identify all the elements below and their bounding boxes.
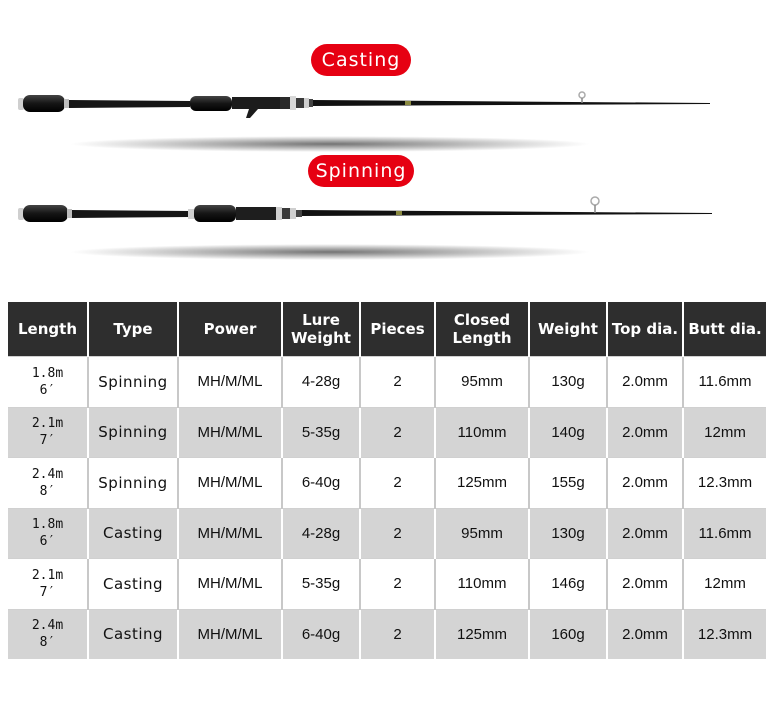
cell-butt-dia: 12mm bbox=[683, 407, 766, 458]
cell-type: Spinning bbox=[88, 407, 178, 458]
cell-closed-length: 110mm bbox=[435, 559, 529, 610]
table-row bbox=[8, 357, 766, 408]
cell-length-m: 2.1m bbox=[31, 567, 64, 583]
cell-power: MH/M/ML bbox=[178, 559, 282, 610]
cell-pieces: 2 bbox=[360, 609, 435, 659]
header-top-dia: Top dia. bbox=[607, 302, 683, 357]
cell-top-dia: 2.0mm bbox=[607, 357, 683, 408]
header-length: Length bbox=[8, 302, 88, 357]
cell-type: Spinning bbox=[88, 357, 178, 408]
spec-table bbox=[8, 302, 766, 659]
header-weight: Weight bbox=[529, 302, 607, 357]
cell-weight: 140g bbox=[529, 407, 607, 458]
table-row bbox=[8, 407, 766, 458]
cell-length-m: 1.8m bbox=[31, 517, 64, 533]
cell-top-dia: 2.0mm bbox=[607, 559, 683, 610]
cell-power: MH/M/ML bbox=[178, 609, 282, 659]
cell-closed-length: 95mm bbox=[435, 357, 529, 408]
cell-length-ft: 7′ bbox=[39, 584, 56, 600]
cell-power: MH/M/ML bbox=[178, 508, 282, 559]
table-row bbox=[8, 458, 766, 509]
cell-lure-weight: 6-40g bbox=[282, 458, 360, 509]
header-power: Power bbox=[178, 302, 282, 357]
cell-type: Casting bbox=[88, 559, 178, 610]
cell-length-ft: 8′ bbox=[39, 635, 56, 651]
cell-power: MH/M/ML bbox=[178, 458, 282, 509]
table-header-row bbox=[8, 302, 766, 357]
cell-pieces: 2 bbox=[360, 357, 435, 408]
cell-length-ft: 8′ bbox=[39, 483, 56, 499]
cell-length bbox=[8, 458, 88, 509]
cell-length-ft: 6′ bbox=[39, 382, 56, 398]
cell-length-ft: 7′ bbox=[39, 433, 56, 449]
cell-type: Spinning bbox=[88, 458, 178, 509]
cell-length-m: 2.1m bbox=[31, 416, 64, 432]
spinning-label: Spinning bbox=[308, 155, 414, 187]
cell-type: Casting bbox=[88, 508, 178, 559]
header-closed-length: Closed Length bbox=[435, 302, 529, 357]
cell-length bbox=[8, 508, 88, 559]
cell-lure-weight: 4-28g bbox=[282, 508, 360, 559]
cell-butt-dia: 11.6mm bbox=[683, 357, 766, 408]
cell-lure-weight: 5-35g bbox=[282, 559, 360, 610]
casting-rod-image bbox=[0, 70, 720, 130]
cell-weight: 146g bbox=[529, 559, 607, 610]
cell-weight: 155g bbox=[529, 458, 607, 509]
cell-butt-dia: 12.3mm bbox=[683, 458, 766, 509]
cell-top-dia: 2.0mm bbox=[607, 458, 683, 509]
casting-label: Casting bbox=[311, 44, 411, 76]
cell-length bbox=[8, 609, 88, 659]
cell-butt-dia: 12.3mm bbox=[683, 609, 766, 659]
cell-type: Casting bbox=[88, 609, 178, 659]
cell-length-m: 2.4m bbox=[31, 618, 64, 634]
cell-closed-length: 125mm bbox=[435, 458, 529, 509]
cell-weight: 130g bbox=[529, 508, 607, 559]
cell-closed-length: 95mm bbox=[435, 508, 529, 559]
cell-lure-weight: 6-40g bbox=[282, 609, 360, 659]
cell-pieces: 2 bbox=[360, 407, 435, 458]
header-lure-weight: Lure Weight bbox=[282, 302, 360, 357]
header-type: Type bbox=[88, 302, 178, 357]
cell-power: MH/M/ML bbox=[178, 407, 282, 458]
cell-top-dia: 2.0mm bbox=[607, 407, 683, 458]
cell-weight: 160g bbox=[529, 609, 607, 659]
cell-length bbox=[8, 407, 88, 458]
header-butt-dia: Butt dia. bbox=[683, 302, 766, 357]
cell-top-dia: 2.0mm bbox=[607, 508, 683, 559]
cell-length bbox=[8, 559, 88, 610]
cell-butt-dia: 11.6mm bbox=[683, 508, 766, 559]
cell-length-ft: 6′ bbox=[39, 534, 56, 550]
cell-power: MH/M/ML bbox=[178, 357, 282, 408]
cell-length-m: 2.4m bbox=[31, 466, 64, 482]
cell-weight: 130g bbox=[529, 357, 607, 408]
cell-closed-length: 110mm bbox=[435, 407, 529, 458]
cell-length bbox=[8, 357, 88, 408]
cell-lure-weight: 5-35g bbox=[282, 407, 360, 458]
cell-closed-length: 125mm bbox=[435, 609, 529, 659]
table-row bbox=[8, 609, 766, 659]
spinning-rod-image bbox=[0, 182, 720, 242]
table-row bbox=[8, 508, 766, 559]
cell-top-dia: 2.0mm bbox=[607, 609, 683, 659]
cell-butt-dia: 12mm bbox=[683, 559, 766, 610]
cell-lure-weight: 4-28g bbox=[282, 357, 360, 408]
cell-length-m: 1.8m bbox=[31, 365, 64, 381]
cell-pieces: 2 bbox=[360, 508, 435, 559]
cell-pieces: 2 bbox=[360, 559, 435, 610]
header-pieces: Pieces bbox=[360, 302, 435, 357]
table-row bbox=[8, 559, 766, 610]
cell-pieces: 2 bbox=[360, 458, 435, 509]
